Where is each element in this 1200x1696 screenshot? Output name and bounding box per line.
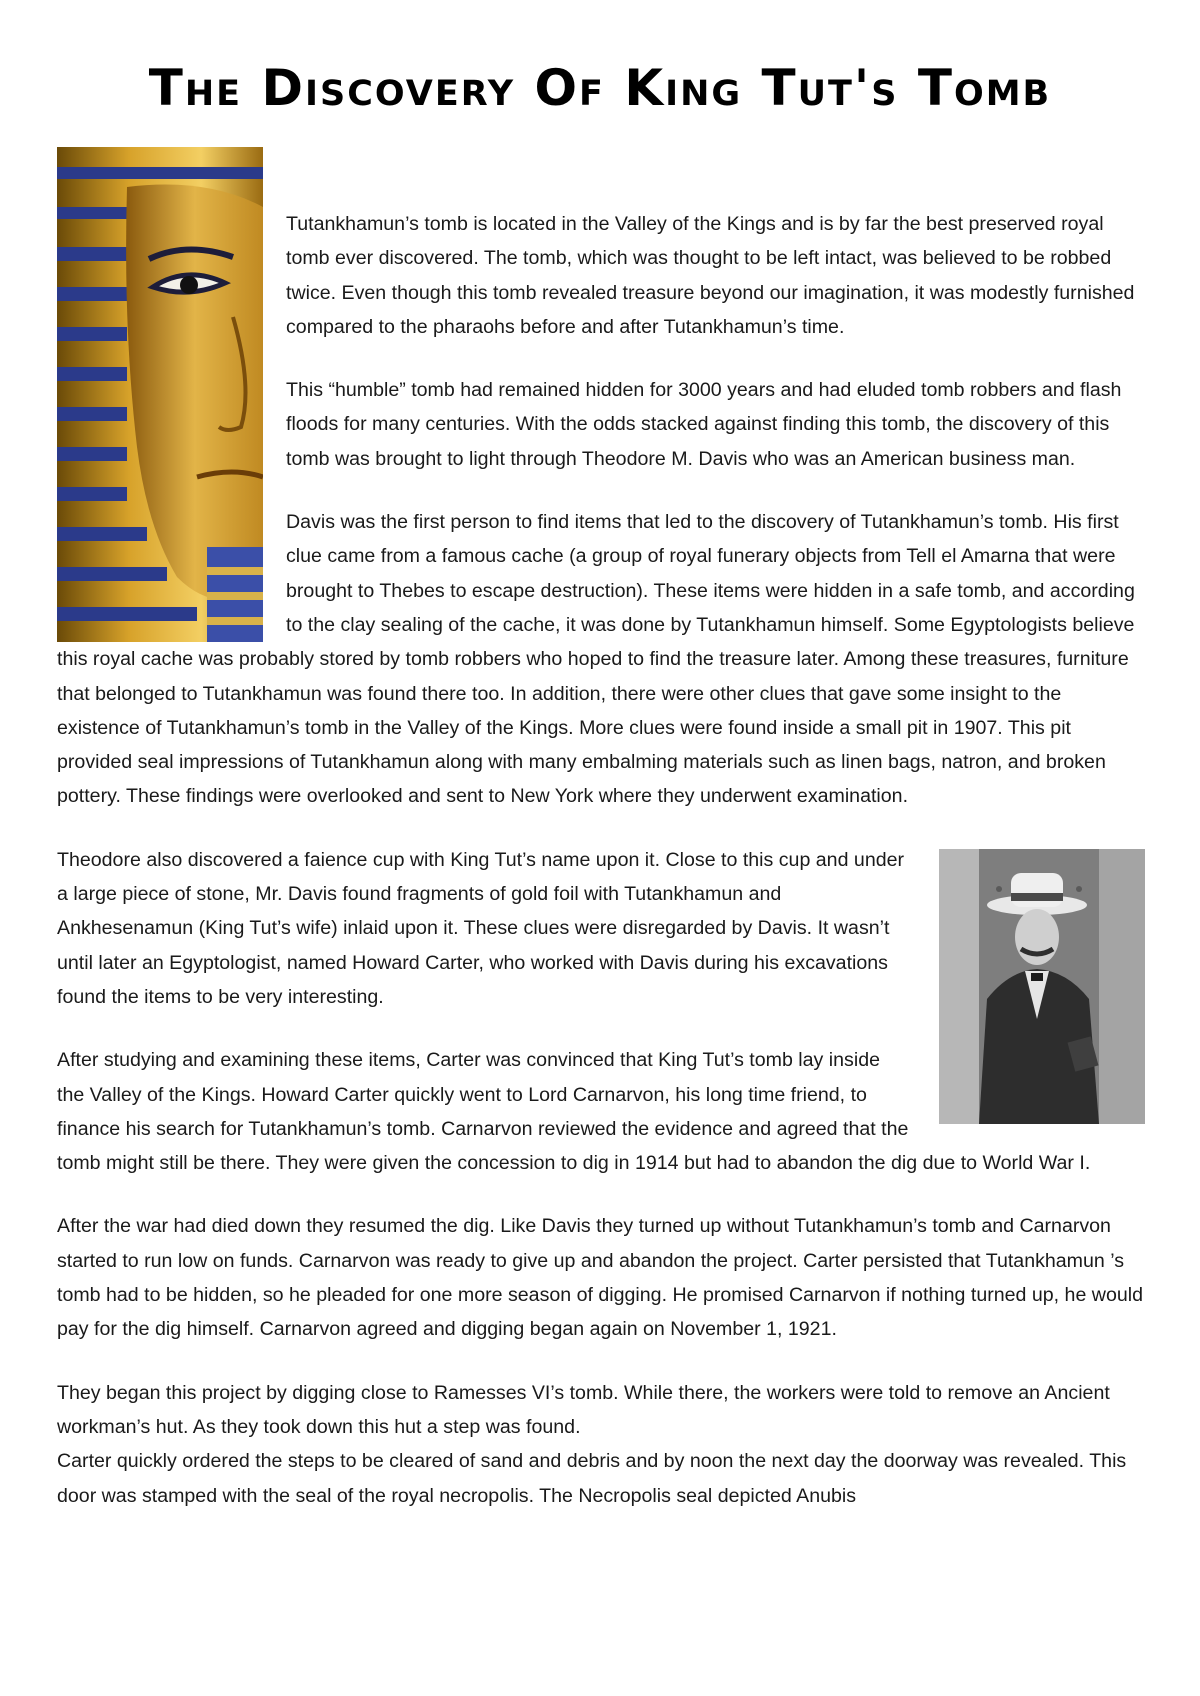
paragraph: This “humble” tomb had remained hidden for 3000 years and had eluded tomb robbers and flash floods for many centuries. With the odds stacked against finding this tomb, the discovery of this tomb was brought to light through Theodore M. Davis who was an American business man.: [286, 379, 1122, 470]
paragraph: After studying and examining these items, Carter was convinced that King Tut’s tomb lay inside the Valley of the Kings. Howard Carter quickly went to Lord Carnarvon, his long time friend, to finance his search for Tutankhamun’s tomb. Carnarvon reviewed the evidence and agreed that the tomb might still be there. They were given the concession to dig in 1914 but had to abandon the dig due to World War I.: [57, 1049, 1091, 1175]
paragraph: Tutankhamun’s tomb is located in the Valley of the Kings and is by far the best preserved royal tomb ever discovered. The tomb, which was thought to be left intact, was believed to be robbed twice. Even though this tomb revealed treasure beyond our imagination, it was modestly furnished compared to the pharaohs before and after Tutankhamun’s time.: [286, 213, 1135, 338]
paragraph: Theodore also discovered a faience cup with King Tut’s name upon it. Close to this cup and under a large piece of stone, Mr. Davis found fragments of gold foil with Tutankhamun and Ankhesenamun (King Tut’s wife) inlaid upon it. These clues were disregarded by Davis. It wasn’t until later an Egyptologist, named Howard Carter, who worked with Davis during his excavations found the items to be very interesting.: [57, 848, 905, 1008]
page-title: The Discovery Of King Tut's Tomb: [148, 59, 1052, 117]
paragraph: Davis was the first person to find items that led to the discovery of Tutankhamun’s tomb. His first clue came from a famous cache (a group of royal funerary objects from Tell el Amarna that were brought to Thebes to escape destruction). These items were hidden in a safe tomb, and according to the clay sealing of the cache, it was done by Tutankhamun himself. Some Egyptologists believe this royal cache was probably stored by tomb robbers who hoped to find the treasure later. Among these treasures, furniture that belonged to Tutankhamun was found there too. In addition, there were other clues that gave some insight to the existence of Tutankhamun’s tomb in the Valley of the Kings. More clues were found inside a small pit in 1907. This pit provided seal impressions of Tutankhamun along with many embalming materials such as linen bags, natron, and broken pottery. These findings were overlooked and sent to New York where they underwent examination.: [57, 511, 1135, 808]
howard-carter-photo: [939, 849, 1145, 1124]
article-body: [57, 207, 1149, 1513]
paragraph: They began this project by digging close to Ramesses VI’s tomb. While there, the workers were told to remove an Ancient workman’s hut. As they took down this hut a step was found.: [57, 1381, 1110, 1438]
paragraph: Carter quickly ordered the steps to be cleared of sand and debris and by noon the next day the doorway was revealed. This door was stamped with the seal of the royal necropolis. The Necropolis seal depicted Anubis: [57, 1450, 1127, 1507]
paragraph: After the war had died down they resumed the dig. Like Davis they turned up without Tutankhamun’s tomb and Carnarvon started to run low on funds. Carnarvon was ready to give up and abandon the project. Carter persisted that Tutankhamun ’s tomb had to be hidden, so he pleaded for one more season of digging. He promised Carnarvon if nothing turned up, he would pay for the dig himself. Carnarvon agreed and digging began again on November 1, 1921.: [57, 1215, 1143, 1341]
tutankhamun-mask-image: [57, 147, 263, 642]
